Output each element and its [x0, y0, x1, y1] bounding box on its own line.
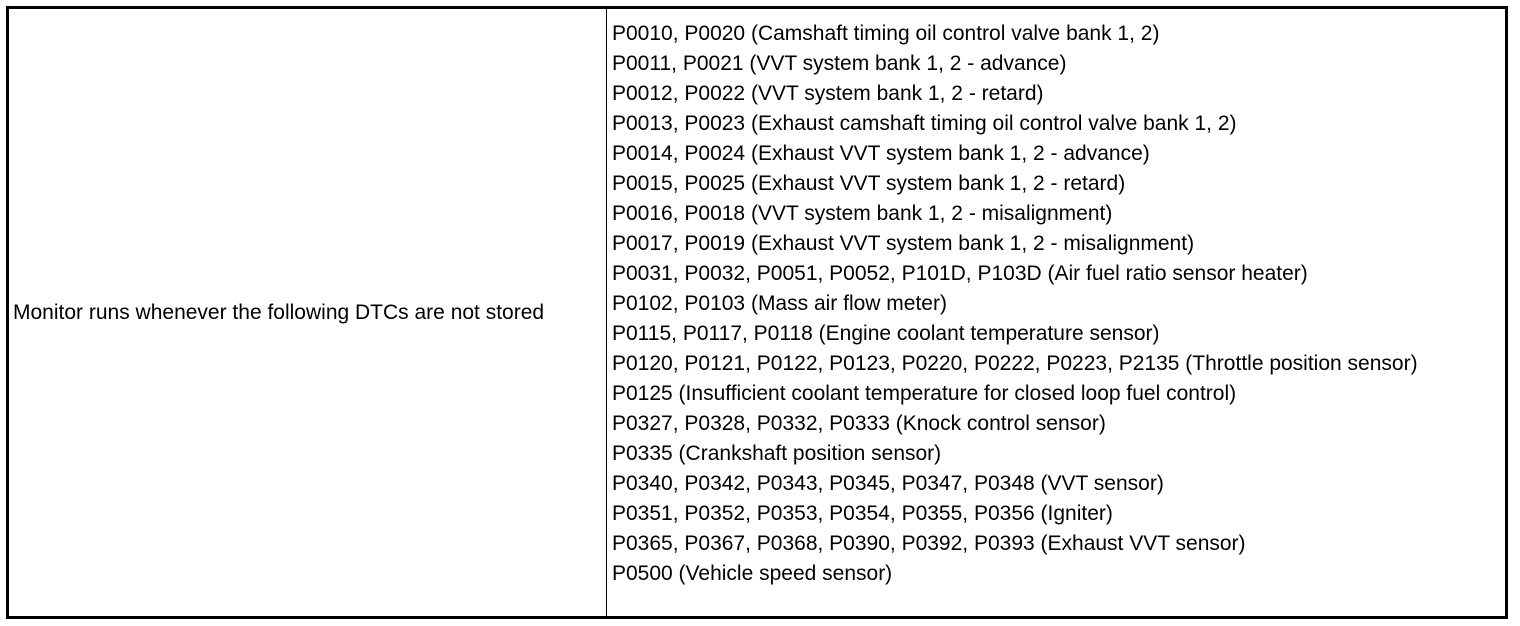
- dtc-list-item: P0351, P0352, P0353, P0354, P0355, P0356 (Igniter): [612, 502, 1113, 525]
- dtc-list-item: P0365, P0367, P0368, P0390, P0392, P0393 (Exhaust VVT sensor): [612, 532, 1246, 555]
- dtc-list-item: P0125 (Insufficient coolant temperature for closed loop fuel control): [612, 382, 1237, 405]
- dtc-list-item: P0120, P0121, P0122, P0123, P0220, P0222, P0223, P2135 (Throttle position sensor): [612, 352, 1418, 375]
- dtc-list-item: P0327, P0328, P0332, P0333 (Knock control sensor): [612, 412, 1106, 435]
- dtc-list-item: P0500 (Vehicle speed sensor): [612, 562, 893, 585]
- dtc-list-item: P0010, P0020 (Camshaft timing oil control valve bank 1, 2): [612, 22, 1160, 45]
- dtc-list-item: P0014, P0024 (Exhaust VVT system bank 1, 2 - advance): [612, 142, 1150, 165]
- dtc-list-item: P0016, P0018 (VVT system bank 1, 2 - misalignment): [612, 202, 1113, 225]
- dtc-condition-table: [6, 6, 1508, 619]
- condition-label: Monitor runs whenever the following DTCs are not stored: [13, 300, 545, 324]
- condition-cell: [9, 9, 607, 616]
- dtc-list-item: P0102, P0103 (Mass air flow meter): [612, 292, 947, 315]
- dtc-list-item: P0031, P0032, P0051, P0052, P101D, P103D (Air fuel ratio sensor heater): [612, 262, 1308, 285]
- dtc-list-item: P0017, P0019 (Exhaust VVT system bank 1, 2 - misalignment): [612, 232, 1195, 255]
- dtc-list-item: P0340, P0342, P0343, P0345, P0347, P0348 (VVT sensor): [612, 472, 1164, 495]
- dtc-list-item: P0115, P0117, P0118 (Engine coolant temperature sensor): [612, 322, 1160, 345]
- dtc-list-item: P0011, P0021 (VVT system bank 1, 2 - advance): [612, 52, 1067, 75]
- dtc-list-cell: [607, 9, 1505, 616]
- dtc-list-item: P0335 (Crankshaft position sensor): [612, 442, 942, 465]
- dtc-list-item: P0012, P0022 (VVT system bank 1, 2 - retard): [612, 82, 1044, 105]
- dtc-list-item: P0015, P0025 (Exhaust VVT system bank 1, 2 - retard): [612, 172, 1126, 195]
- dtc-list-item: P0013, P0023 (Exhaust camshaft timing oil control valve bank 1, 2): [612, 112, 1237, 135]
